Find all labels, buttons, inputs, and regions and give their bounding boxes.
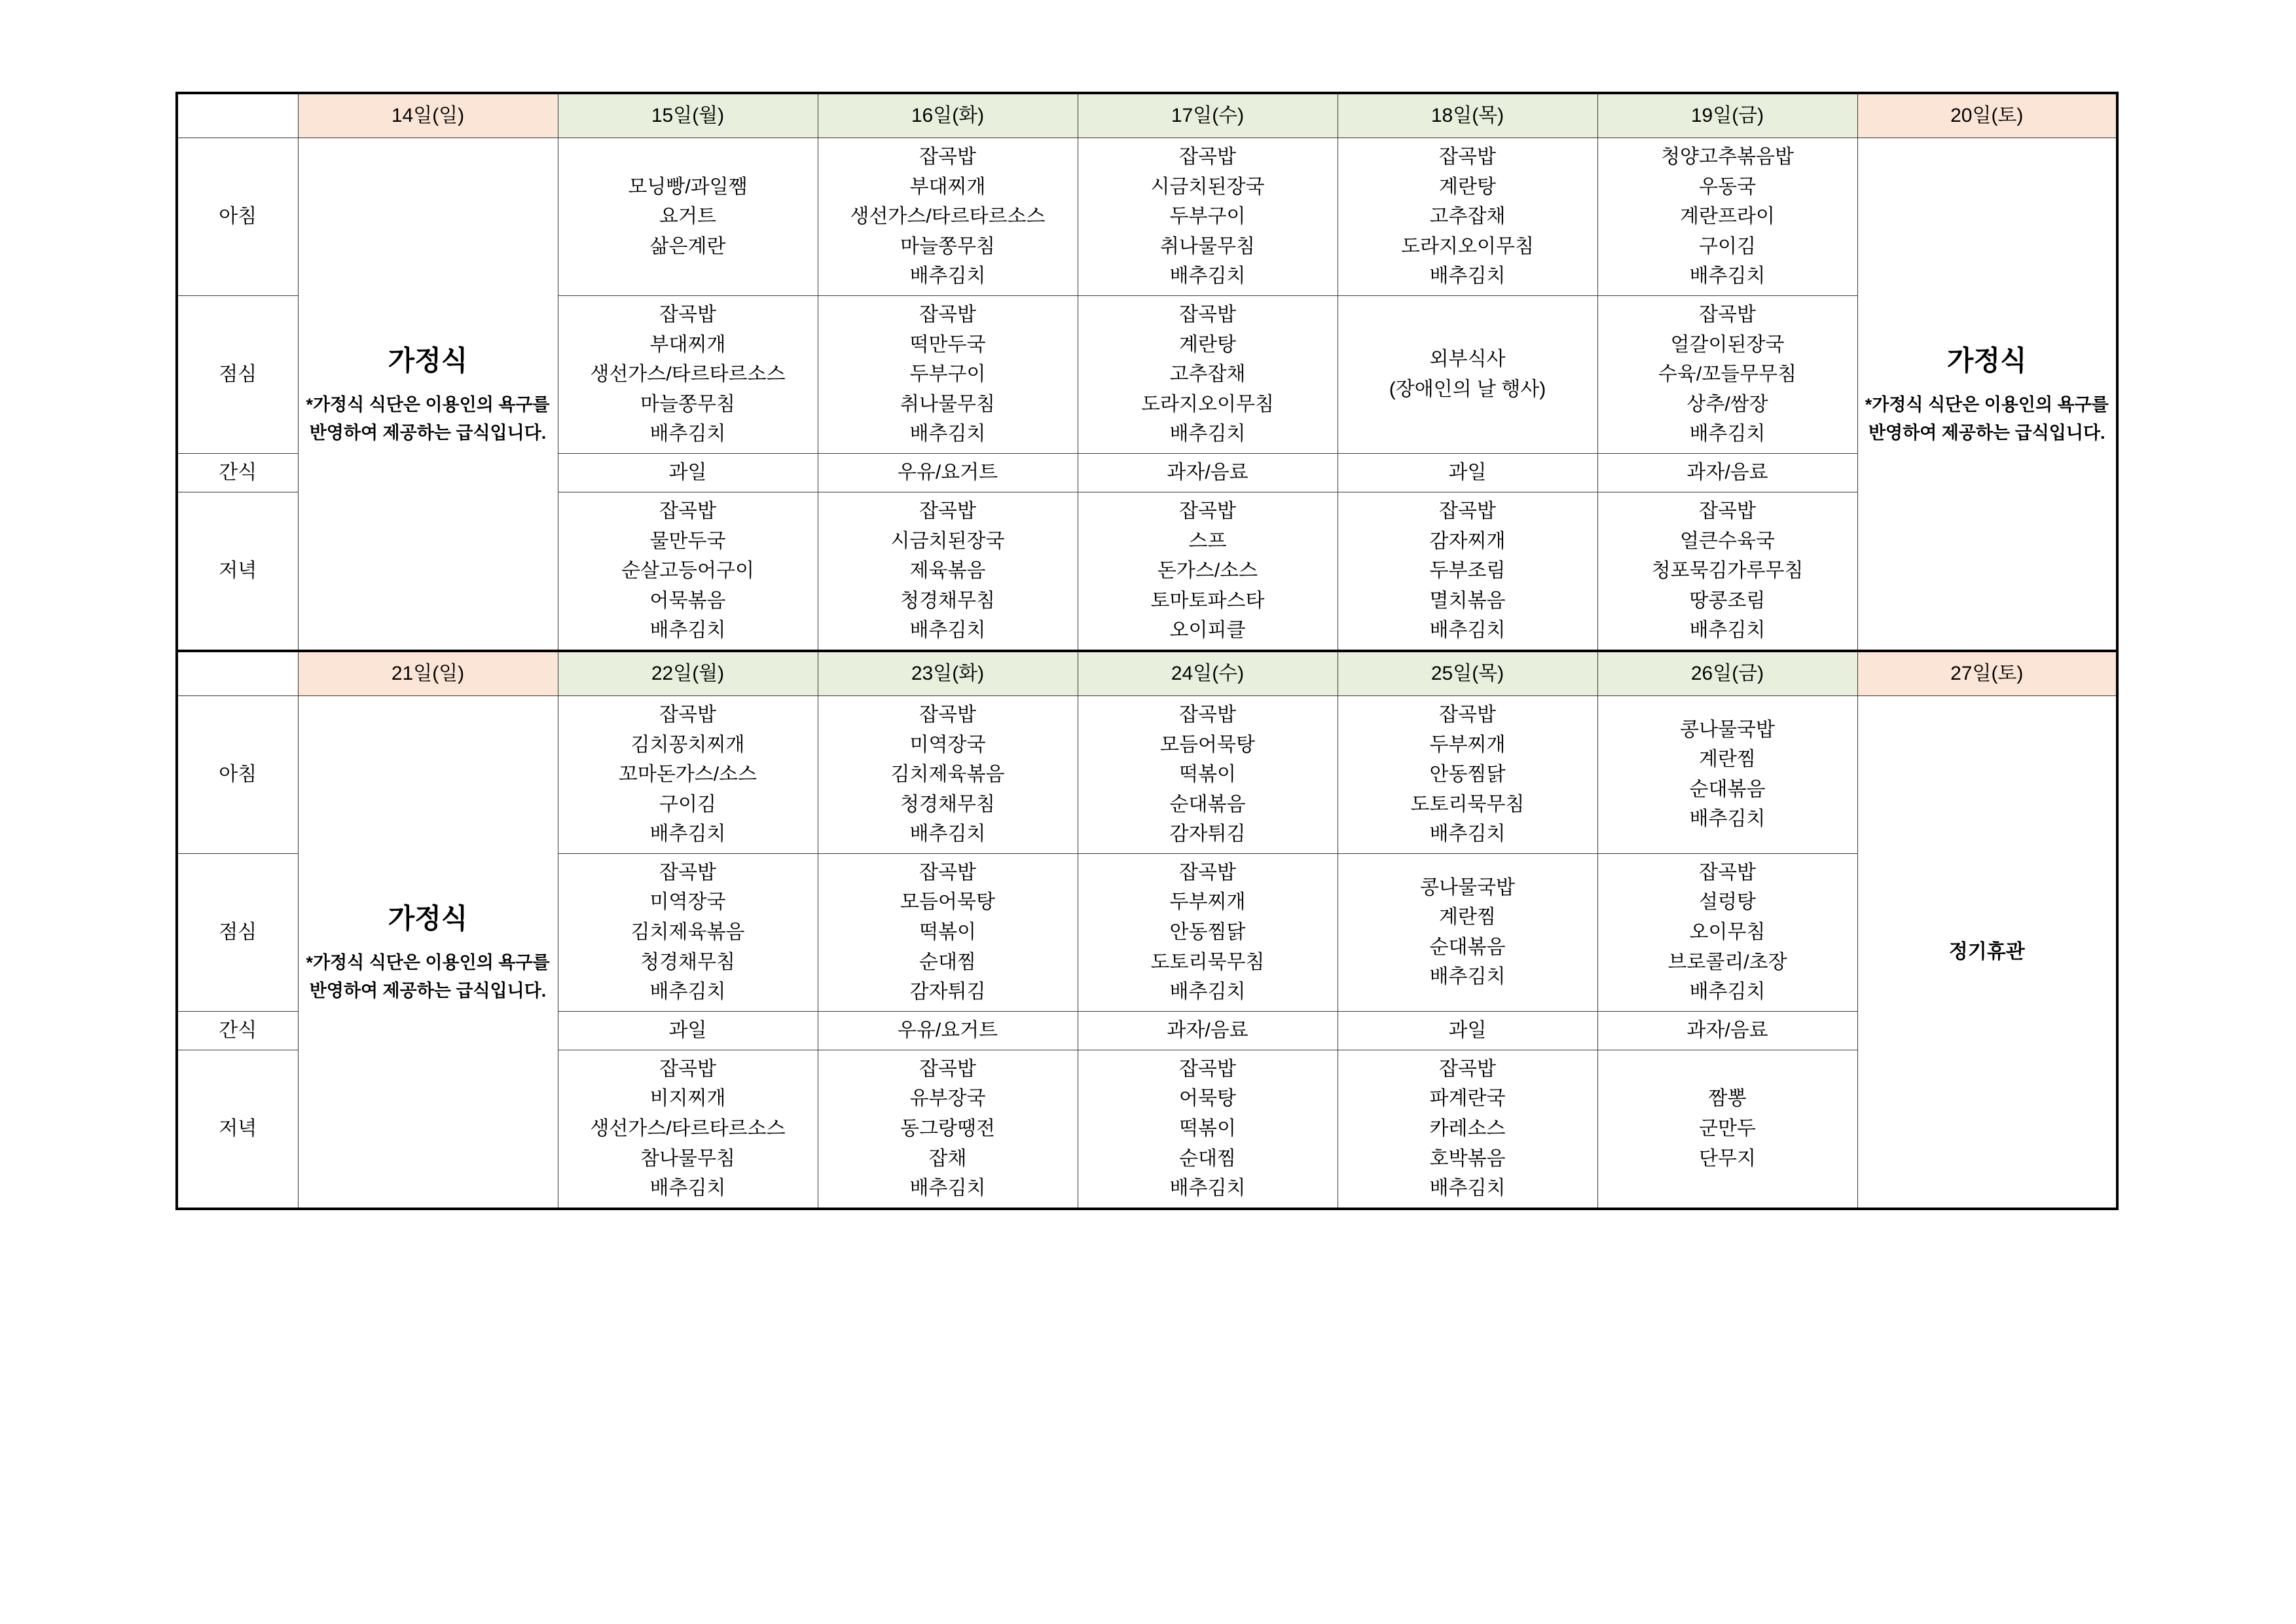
menu-item: 배추김치 (909, 265, 986, 287)
menu-item: 고추잡채 (1429, 206, 1506, 228)
menu-item: 청포묵김가루무침 (1651, 560, 1804, 582)
date-header: 27일(토) (1857, 651, 2117, 696)
menu-item: 잡곡밥 (1179, 1058, 1236, 1080)
menu-item: 동그랑땡전 (900, 1118, 995, 1140)
menu-cell (558, 492, 818, 650)
menu-item: 잡곡밥 (919, 146, 976, 168)
menu-item: 두부찌개 (1169, 891, 1246, 913)
menu-cell (818, 295, 1078, 453)
menu-item: 잡곡밥 (1179, 861, 1236, 883)
menu-item: 마늘쫑무침 (640, 393, 735, 415)
menu-item: 참나물무침 (640, 1147, 735, 1170)
menu-item: 순대볶음 (1689, 778, 1766, 800)
menu-item: 모듬어묵탕 (900, 891, 995, 913)
menu-item: 배추김치 (1689, 981, 1766, 1003)
menu-item: 콩나물국밥 (1680, 718, 1775, 741)
menu-item: 잡곡밥 (1179, 500, 1236, 522)
menu-item: 계란찜 (1439, 906, 1496, 929)
menu-item: 군만두 (1699, 1118, 1756, 1140)
menu-item: 얼큰수육국 (1680, 530, 1775, 552)
corner-cell (177, 651, 298, 696)
menu-item: 파계란국 (1429, 1088, 1506, 1110)
row-label-dinner: 저녁 (177, 1050, 298, 1208)
menu-item: 배추김치 (1169, 1177, 1246, 1200)
menu-item: 감자튀김 (1169, 823, 1246, 845)
menu-cell (1078, 695, 1338, 853)
menu-item: 배추김치 (909, 423, 986, 445)
menu-item: 안동찜닭 (1429, 764, 1506, 786)
home-meal-title: 가정식 (388, 344, 468, 376)
menu-cell (818, 492, 1078, 650)
menu-item: 잡곡밥 (659, 1058, 716, 1080)
menu-item: 짬뽕 (1708, 1088, 1747, 1110)
menu-item: 청양고추볶음밥 (1661, 146, 1794, 168)
menu-item: 청경채무침 (900, 793, 995, 815)
menu-item: 순대찜 (1179, 1147, 1236, 1170)
menu-item: 고추잡채 (1169, 363, 1246, 386)
menu-item: 계란프라이 (1680, 206, 1775, 228)
menu-item: 도라지오이무침 (1141, 393, 1274, 415)
menu-item: 멸치볶음 (1429, 589, 1506, 612)
menu-item: 생선가스/타르타르소스 (590, 363, 786, 386)
menu-item: 계란찜 (1699, 748, 1756, 771)
menu-cell: 과자/음료 (1078, 453, 1338, 492)
menu-item: 떡볶이 (1179, 1118, 1236, 1140)
menu-item: 배추김치 (649, 619, 726, 642)
menu-item: 배추김치 (909, 619, 986, 642)
menu-item: 제육볶음 (909, 560, 986, 582)
menu-item: 어묵탕 (1179, 1088, 1236, 1110)
menu-cell: 과일 (1338, 453, 1597, 492)
menu-item: 배추김치 (1169, 981, 1246, 1003)
date-header: 21일(일) (298, 651, 558, 696)
menu-cell (1078, 295, 1338, 453)
menu-item: 콩나물국밥 (1420, 876, 1515, 898)
date-header: 19일(금) (1597, 93, 1857, 138)
date-header: 23일(화) (818, 651, 1078, 696)
menu-item: 청경채무침 (640, 951, 735, 973)
menu-cell: 과자/음료 (1597, 1011, 1857, 1050)
row-label-snack: 간식 (177, 453, 298, 492)
menu-cell (1338, 295, 1597, 453)
menu-cell (558, 138, 818, 296)
menu-cell (1078, 492, 1338, 650)
menu-item: 생선가스/타르타르소스 (590, 1118, 786, 1140)
menu-item: 요거트 (659, 206, 716, 228)
menu-cell (1597, 695, 1857, 853)
menu-item: 잡채 (928, 1147, 967, 1170)
menu-item: 상추/쌈장 (1686, 393, 1768, 415)
menu-cell: 우유/요거트 (818, 453, 1078, 492)
menu-item: 어묵볶음 (649, 589, 726, 612)
menu-item: 잡곡밥 (659, 303, 716, 325)
menu-item: 잡곡밥 (1179, 703, 1236, 726)
week1-date-row (177, 93, 2117, 138)
menu-cell (1338, 695, 1597, 853)
menu-item: 잡곡밥 (919, 703, 976, 726)
menu-item: 토마토파스타 (1150, 589, 1265, 612)
menu-item: 삶은계란 (649, 235, 726, 257)
menu-item: 김치제육볶음 (890, 764, 1005, 786)
menu-cell (1338, 492, 1597, 650)
menu-item: 잡곡밥 (1439, 703, 1496, 726)
menu-item: 외부식사 (1429, 348, 1506, 371)
menu-cell: 과자/음료 (1078, 1011, 1338, 1050)
row-label-breakfast: 아침 (177, 138, 298, 296)
row-label-breakfast: 아침 (177, 695, 298, 853)
week1-breakfast-row (177, 138, 2117, 296)
menu-item: 부대찌개 (649, 333, 726, 356)
menu-item: 잡곡밥 (919, 861, 976, 883)
menu-item: 떡볶이 (919, 921, 976, 944)
row-label-lunch: 점심 (177, 295, 298, 453)
menu-item: 카레소스 (1429, 1118, 1506, 1140)
menu-item: 도라지오이무침 (1401, 235, 1534, 257)
menu-item: 스프 (1188, 530, 1227, 552)
menu-item: 잡곡밥 (1439, 500, 1496, 522)
date-header: 14일(일) (298, 93, 558, 138)
date-header: 25일(목) (1338, 651, 1597, 696)
menu-item: 도토리묵무침 (1410, 793, 1525, 815)
date-header: 15일(월) (558, 93, 818, 138)
menu-item: 배추김치 (649, 823, 726, 845)
menu-item: 수육/꼬들무무침 (1658, 363, 1797, 386)
menu-cell (1338, 1050, 1597, 1208)
menu-item: 잡곡밥 (1179, 146, 1236, 168)
menu-item: 취나물무침 (900, 393, 995, 415)
date-header: 16일(화) (818, 93, 1078, 138)
menu-item: 배추김치 (909, 823, 986, 845)
menu-item: 두부조림 (1429, 560, 1506, 582)
menu-item: 배추김치 (649, 423, 726, 445)
menu-item: 잡곡밥 (659, 703, 716, 726)
menu-cell (1078, 853, 1338, 1011)
menu-cell: 과일 (558, 453, 818, 492)
menu-item: 미역장국 (909, 733, 986, 756)
menu-item: 계란탕 (1179, 333, 1236, 356)
menu-item: 배추김치 (649, 981, 726, 1003)
menu-cell (1597, 853, 1857, 1011)
menu-item: 김치제육볶음 (630, 921, 745, 944)
menu-cell (1597, 1050, 1857, 1208)
menu-item: 배추김치 (1689, 423, 1766, 445)
menu-item: 오이무침 (1689, 921, 1766, 944)
menu-cell: 과자/음료 (1597, 453, 1857, 492)
menu-cell (558, 1050, 818, 1208)
menu-item: 마늘쫑무침 (900, 235, 995, 257)
menu-item: 잡곡밥 (1439, 1058, 1496, 1080)
menu-item: (장애인의 날 행사) (1389, 378, 1546, 400)
menu-item: 오이피클 (1169, 619, 1246, 642)
menu-item: 땅콩조림 (1689, 589, 1766, 612)
menu-cell: 과일 (558, 1011, 818, 1050)
home-meal-note: *가정식 식단은 이용인의 욕구를 반영하여 제공하는 급식입니다. (1865, 394, 2109, 443)
menu-item: 돈가스/소스 (1157, 560, 1258, 582)
menu-item: 잡곡밥 (919, 1058, 976, 1080)
menu-item: 떡볶이 (1179, 764, 1236, 786)
menu-item: 청경채무침 (900, 589, 995, 612)
menu-item: 잡곡밥 (659, 861, 716, 883)
menu-item: 우동국 (1699, 175, 1756, 198)
menu-item: 두부구이 (909, 363, 986, 386)
menu-item: 단무지 (1699, 1147, 1756, 1170)
menu-item: 취나물무침 (1160, 235, 1255, 257)
menu-item: 배추김치 (1689, 808, 1766, 830)
home-meal-note: *가정식 식단은 이용인의 욕구를 반영하여 제공하는 급식입니다. (306, 394, 550, 443)
menu-item: 시금치된장국 (1150, 175, 1265, 198)
menu-item: 감자튀김 (909, 981, 986, 1003)
menu-item: 구이김 (659, 793, 716, 815)
menu-item: 잡곡밥 (659, 500, 716, 522)
menu-item: 브로콜리/초장 (1667, 951, 1787, 973)
week2-date-row (177, 651, 2117, 696)
menu-item: 배추김치 (1169, 265, 1246, 287)
date-header: 18일(목) (1338, 93, 1597, 138)
menu-item: 비지찌개 (649, 1088, 726, 1110)
home-meal-cell-week2-sunday (298, 695, 558, 1208)
menu-item: 잡곡밥 (1699, 303, 1756, 325)
row-label-dinner: 저녁 (177, 492, 298, 650)
menu-item: 배추김치 (1429, 265, 1506, 287)
home-meal-cell-week1-saturday (1857, 138, 2117, 651)
menu-item: 잡곡밥 (919, 500, 976, 522)
menu-cell (1597, 295, 1857, 453)
menu-cell (1338, 138, 1597, 296)
row-label-snack: 간식 (177, 1011, 298, 1050)
menu-cell: 우유/요거트 (818, 1011, 1078, 1050)
menu-item: 배추김치 (1429, 966, 1506, 988)
menu-item: 순대볶음 (1169, 793, 1246, 815)
menu-item: 두부찌개 (1429, 733, 1506, 756)
menu-item: 김치꽁치찌개 (630, 733, 745, 756)
menu-item: 잡곡밥 (1699, 500, 1756, 522)
menu-item: 배추김치 (1429, 1177, 1506, 1200)
menu-item: 구이김 (1699, 235, 1756, 257)
menu-item: 시금치된장국 (890, 530, 1005, 552)
home-meal-title: 가정식 (388, 902, 468, 934)
menu-cell (818, 1050, 1078, 1208)
home-meal-note: *가정식 식단은 이용인의 욕구를 반영하여 제공하는 급식입니다. (306, 952, 550, 1001)
menu-item: 배추김치 (1689, 619, 1766, 642)
menu-item: 유부장국 (909, 1088, 986, 1110)
menu-item: 두부구이 (1169, 206, 1246, 228)
date-header: 22일(월) (558, 651, 818, 696)
menu-cell (558, 853, 818, 1011)
menu-item: 순대찜 (919, 951, 976, 973)
date-header: 20일(토) (1857, 93, 2117, 138)
closed-notice-cell: 정기휴관 (1857, 695, 2117, 1208)
date-header: 17일(수) (1078, 93, 1338, 138)
weekly-menu-table (175, 92, 2119, 1210)
menu-cell (818, 138, 1078, 296)
menu-item: 꼬마돈가스/소스 (618, 764, 757, 786)
corner-cell (177, 93, 298, 138)
week2-breakfast-row (177, 695, 2117, 853)
menu-item: 잡곡밥 (1439, 146, 1496, 168)
home-meal-cell-week1-sunday (298, 138, 558, 651)
menu-item: 물만두국 (649, 530, 726, 552)
menu-cell (1078, 138, 1338, 296)
menu-item: 모닝빵/과일쨈 (628, 175, 748, 198)
menu-cell (818, 695, 1078, 853)
menu-item: 설렁탕 (1699, 891, 1756, 913)
menu-item: 배추김치 (909, 1177, 986, 1200)
menu-item: 얼갈이된장국 (1670, 333, 1785, 356)
menu-item: 미역장국 (649, 891, 726, 913)
menu-item: 배추김치 (1689, 265, 1766, 287)
menu-item: 잡곡밥 (1699, 861, 1756, 883)
menu-item: 배추김치 (1429, 619, 1506, 642)
menu-item: 부대찌개 (909, 175, 986, 198)
row-label-lunch: 점심 (177, 853, 298, 1011)
menu-item: 배추김치 (649, 1177, 726, 1200)
menu-item: 순대볶음 (1429, 936, 1506, 958)
date-header: 26일(금) (1597, 651, 1857, 696)
home-meal-title: 가정식 (1946, 344, 2027, 376)
menu-item: 잡곡밥 (919, 303, 976, 325)
menu-item: 안동찜닭 (1169, 921, 1246, 944)
menu-cell: 과일 (1338, 1011, 1597, 1050)
menu-cell (818, 853, 1078, 1011)
date-header: 24일(수) (1078, 651, 1338, 696)
menu-cell (1338, 853, 1597, 1011)
menu-item: 호박볶음 (1429, 1147, 1506, 1170)
menu-item: 순살고등어구이 (621, 560, 754, 582)
menu-cell (1597, 138, 1857, 296)
menu-item: 모듬어묵탕 (1160, 733, 1255, 756)
menu-item: 감자찌개 (1429, 530, 1506, 552)
menu-sheet (175, 92, 2117, 1210)
menu-item: 생선가스/타르타르소스 (850, 206, 1046, 228)
menu-cell (558, 295, 818, 453)
menu-item: 잡곡밥 (1179, 303, 1236, 325)
menu-cell (558, 695, 818, 853)
menu-item: 배추김치 (1429, 823, 1506, 845)
menu-item: 배추김치 (1169, 423, 1246, 445)
menu-item: 떡만두국 (909, 333, 986, 356)
menu-cell (1597, 492, 1857, 650)
menu-item: 도토리묵무침 (1150, 951, 1265, 973)
menu-item: 계란탕 (1439, 175, 1496, 198)
menu-cell (1078, 1050, 1338, 1208)
